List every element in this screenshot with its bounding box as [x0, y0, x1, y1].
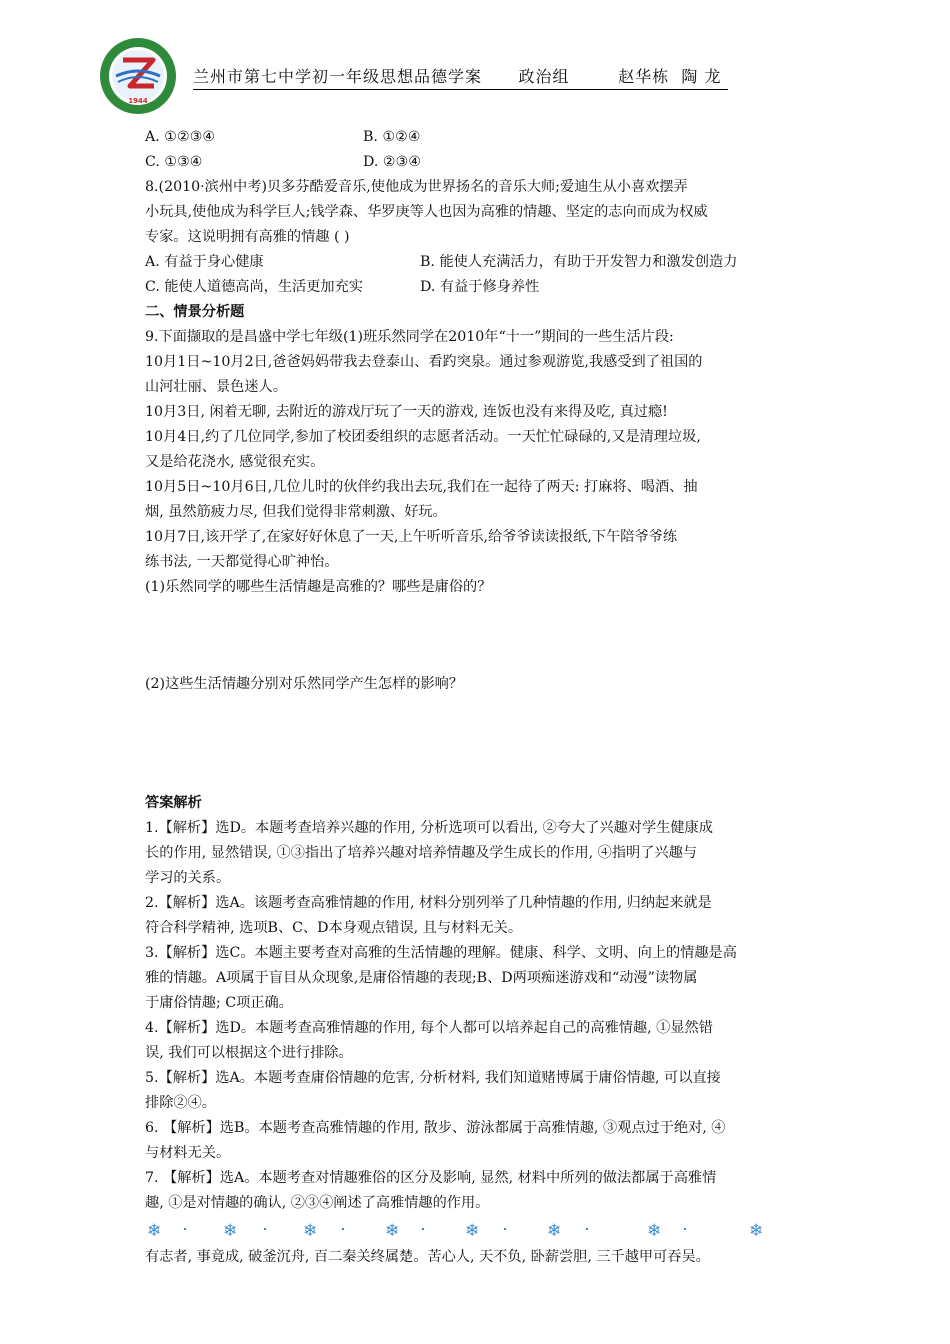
- q7-option-c: C. ①③④: [145, 154, 203, 170]
- snowflake-icon: ❄: [749, 1221, 764, 1241]
- q9-text-line: 10月3日, 闲着无聊, 去附近的游戏厅玩了一天的游戏, 连饭也没有来得及吃, 真过瘾!: [145, 404, 668, 420]
- q7-options-row-2: [145, 150, 825, 175]
- snowflake-icon: ❄: [303, 1221, 318, 1241]
- answer-line: 趣, ①是对情趣的确认, ②③④阐述了高雅情趣的作用。: [145, 1195, 490, 1211]
- answer-space: [145, 600, 825, 672]
- q9-subquestion-2: (2)这些生活情趣分别对乐然同学产生怎样的影响？: [145, 676, 464, 692]
- answer-line: 2.【解析】选A。该题考查高雅情趣的作用, 材料分别列举了几种情趣的作用, 归纳起来就是: [145, 895, 712, 911]
- answer-line: 5.【解析】选A。本题考查庸俗情趣的危害, 分析材料, 我们知道赌博属于庸俗情趣, 可以直接: [145, 1070, 721, 1086]
- q7-option-a: A. ①②③④: [145, 129, 216, 145]
- q9-subquestion-1: (1)乐然同学的哪些生活情趣是高雅的？哪些是庸俗的？: [145, 579, 492, 595]
- q8-text-line: 8.(2010·滨州中考)贝多芬酷爱音乐,使他成为世界扬名的音乐大师;爱迪生从小喜欢摆弄: [145, 179, 688, 195]
- dot-icon: ·: [421, 1223, 425, 1236]
- dot-icon: ·: [263, 1223, 267, 1236]
- q9-text-line: 10月4日,约了几位同学,参加了校团委组织的志愿者活动。一天忙忙碌碌的,又是清理垃圾,: [145, 429, 701, 445]
- header-underline: [193, 89, 728, 90]
- emblem-year: 1944: [128, 97, 148, 105]
- dot-icon: ·: [585, 1223, 589, 1236]
- q8-options-row-1: [145, 250, 825, 275]
- answer-line: 于庸俗情趣; C项正确。: [145, 995, 293, 1011]
- footer-motto: 有志者, 事竟成, 破釜沉舟, 百二秦关终属楚。苦心人, 天不负, 卧薪尝胆, 三千越甲可吞吴。: [145, 1249, 710, 1265]
- q7-option-d: D. ②③④: [363, 154, 422, 170]
- q8-options-row-2: [145, 275, 825, 300]
- answer-line: 与材料无关。: [145, 1145, 231, 1161]
- snowflake-icon: ❄: [547, 1221, 562, 1241]
- dot-icon: ·: [683, 1223, 687, 1236]
- dot-icon: ·: [503, 1223, 507, 1236]
- snowflake-icon: ❄: [647, 1221, 662, 1241]
- page-header-title: 兰州市第七中学初一年级思想品德学案 政治组 赵华栋 陶 龙: [193, 67, 752, 86]
- q9-text-line: 烟, 虽然筋疲力尽, 但我们觉得非常刺激、好玩。: [145, 504, 447, 520]
- school-emblem-icon: [98, 36, 178, 116]
- q9-text-line: 10月1日~10月2日,爸爸妈妈带我去登泰山、看趵突泉。通过参观游览,我感受到了祖国的: [145, 354, 703, 370]
- answer-space: [145, 697, 825, 791]
- q7-option-b: B. ①②④: [363, 129, 421, 145]
- q9-text-line: 10月5日~10月6日,几位儿时的伙伴约我出去玩,我们在一起待了两天: 打麻将、喝酒、抽: [145, 479, 698, 495]
- dot-icon: ·: [183, 1223, 187, 1236]
- q9-text-line: 山河壮丽、景色迷人。: [145, 379, 287, 395]
- answer-line: 7. 【解析】选A。本题考查对情趣雅俗的区分及影响, 显然, 材料中所列的做法都属于高雅情: [145, 1170, 717, 1186]
- snowflake-icon: ❄: [465, 1221, 480, 1241]
- document-body: [145, 125, 825, 1270]
- answer-line: 符合科学精神, 选项B、C、D本身观点错误, 且与材料无关。: [145, 920, 523, 936]
- dot-icon: ·: [341, 1223, 345, 1236]
- q9-text-line: 9.下面撷取的是昌盛中学七年级(1)班乐然同学在2010年“十一”期间的一些生活片段:: [145, 329, 674, 345]
- answer-line: 学习的关系。: [145, 870, 231, 886]
- snowflake-divider: [145, 1216, 825, 1245]
- q8-option-c: C. 能使人道德高尚，生活更加充实: [145, 279, 363, 295]
- answer-line: 4.【解析】选D。本题考查高雅情趣的作用, 每个人都可以培养起自己的高雅情趣, ①显然错: [145, 1020, 713, 1036]
- q8-text-line: 小玩具,使他成为科学巨人;钱学森、华罗庚等人也因为高雅的情趣、坚定的志向而成为权威: [145, 204, 708, 220]
- answer-line: 雅的情趣。A项属于盲目从众现象,是庸俗情趣的表现;B、D两项痴迷游戏和“动漫”读物属: [145, 970, 698, 986]
- q8-option-d: D. 有益于修身养性: [420, 279, 540, 295]
- q8-option-a: A. 有益于身心健康: [145, 254, 264, 270]
- answer-line: 排除②④。: [145, 1095, 216, 1111]
- section-heading: 二、情景分析题: [145, 304, 245, 320]
- q9-text-line: 又是给花浇水, 感觉很充实。: [145, 454, 325, 470]
- q7-options-row-1: [145, 125, 825, 150]
- answer-line: 长的作用, 显然错误, ①③指出了培养兴趣对培养情趣及学生成长的作用, ④指明了兴趣与: [145, 845, 697, 861]
- q8-option-b: B. 能使人充满活力，有助于开发智力和激发创造力: [420, 254, 738, 270]
- answer-line: 误, 我们可以根据这个进行排除。: [145, 1045, 353, 1061]
- answer-line: 6. 【解析】选B。本题考查高雅情趣的作用, 散步、游泳都属于高雅情趣, ③观点过于绝对, ④: [145, 1120, 726, 1136]
- q8-text-line: 专家。这说明拥有高雅的情趣 ( ): [145, 229, 350, 245]
- snowflake-icon: ❄: [223, 1221, 238, 1241]
- answer-line: 1.【解析】选D。本题考查培养兴趣的作用, 分析选项可以看出, ②夸大了兴趣对学生健康成: [145, 820, 713, 836]
- snowflake-icon: ❄: [385, 1221, 400, 1241]
- snowflake-icon: ❄: [147, 1221, 162, 1241]
- q9-text-line: 10月7日,该开学了,在家好好休息了一天,上午听听音乐,给爷爷读读报纸,下午陪爷爷练: [145, 529, 678, 545]
- q9-text-line: 练书法, 一天都觉得心旷神怡。: [145, 554, 339, 570]
- answers-heading: 答案解析: [145, 795, 202, 811]
- answer-line: 3.【解析】选C。本题主要考查对高雅的生活情趣的理解。健康、科学、文明、向上的情趣是高: [145, 945, 737, 961]
